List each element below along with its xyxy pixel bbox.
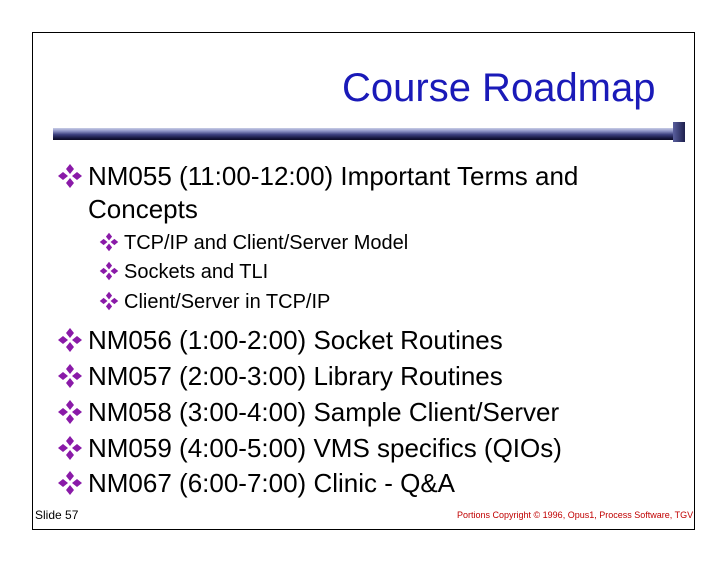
diamond-bullet-icon: [57, 163, 83, 189]
sub-bullet-text: TCP/IP and Client/Server Model: [124, 232, 409, 254]
diamond-bullet-icon: [57, 435, 83, 461]
bullet-item-nm056: [57, 324, 503, 357]
sub-bullet-item: [99, 289, 330, 315]
bullet-item-text: NM059 (4:00-5:00) VMS specifics (QIOs): [88, 433, 562, 463]
bullet-item-nm055: [57, 160, 578, 226]
slide-number: Slide 57: [35, 508, 79, 522]
diamond-bullet-icon: [99, 291, 119, 311]
diamond-bullet-icon: [57, 399, 83, 425]
sub-bullet-item: [99, 259, 268, 285]
bullet-item-nm057: [57, 360, 503, 393]
bullet-item-nm067: [57, 467, 455, 500]
bullet-item-text: NM058 (3:00-4:00) Sample Client/Server: [88, 397, 560, 427]
diamond-bullet-icon: [57, 363, 83, 389]
copyright-notice: Portions Copyright © 1996, Opus1, Process Software, TGV: [457, 510, 694, 520]
sub-bullet-item: [99, 230, 408, 256]
bullet-item-nm059: [57, 432, 562, 465]
bullet-item-text: NM067 (6:00-7:00) Clinic - Q&A: [88, 468, 456, 498]
diamond-bullet-icon: [57, 327, 83, 353]
bullet-item-text: NM057 (2:00-3:00) Library Routines: [88, 361, 503, 391]
bullet-item-text: NM055 (11:00-12:00) Important Terms and: [88, 161, 579, 191]
sub-bullet-text: Sockets and TLI: [124, 261, 269, 283]
bullet-item-text: NM056 (1:00-2:00) Socket Routines: [88, 325, 503, 355]
slide-title: Course Roadmap: [342, 66, 656, 110]
sub-bullet-text: Client/Server in TCP/IP: [124, 291, 331, 313]
title-underline-cap: [673, 122, 685, 142]
diamond-bullet-icon: [99, 232, 119, 252]
title-underline-bar: [53, 128, 673, 140]
diamond-bullet-icon: [57, 470, 83, 496]
diamond-bullet-icon: [99, 261, 119, 281]
bullet-item-nm058: [57, 396, 559, 429]
bullet-item-text-continued: Concepts: [88, 194, 198, 224]
